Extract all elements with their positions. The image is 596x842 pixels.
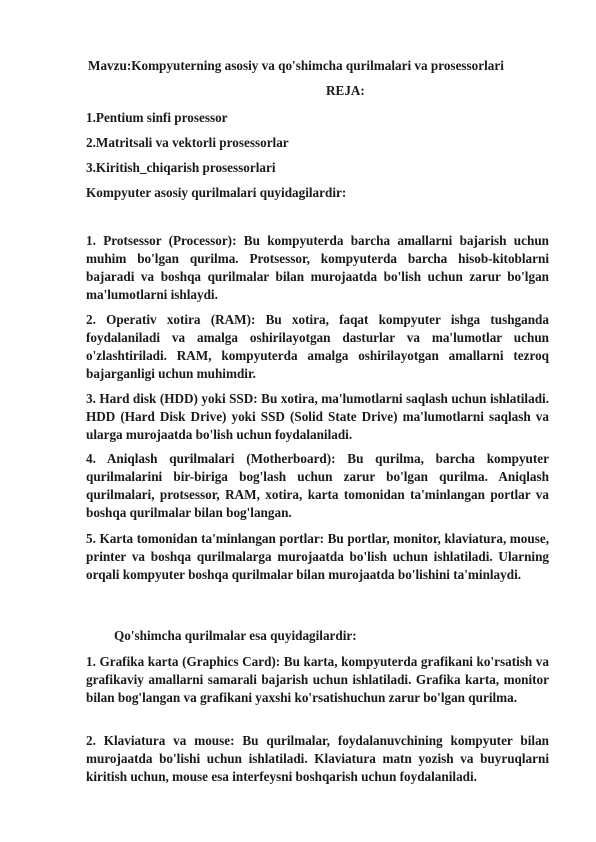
main-device-paragraph: 1. Protsessor (Processor): Bu kompyuterda barcha amallarni bajarish uchun muhim bo'lgan qurilma. Protsessor, kompyuterda barcha hisob-kitoblarni bajaradi va boshqa qurilmalar bilan murojaatda bo'lish uchun zarur bo'lgan ma'lumotlarni ishlaydi. xyxy=(86,233,549,303)
plan-item: 2.Matritsali va vektorli prosessorlar xyxy=(86,135,289,150)
main-device-paragraph: 3. Hard disk (HDD) yoki SSD: Bu xotira, ma'lumotlarni saqlash uchun ishlatiladi. HDD (Hard Disk Drive) yoki SSD (Solid State Drive) ma'lumotlarni saqlash va ularga murojaatda bo'lish uchun foydalaniladi. xyxy=(86,391,549,443)
additional-devices-intro: Qo'shimcha qurilmalar esa quyidagilardir: xyxy=(114,628,357,643)
additional-device-paragraph: 1. Grafika karta (Graphics Card): Bu karta, kompyuterda grafikani ko'rsatish va grafikaviy amallarni samarali bajarish uchun ishlatiladi. Grafika karta, monitor bilan bog'langan va grafikani yaxshi ko'rsatishuchun zarur bo'lgan qurilma. xyxy=(86,654,549,706)
document-title: Mavzu:Kompyuterning asosiy va qo'shimcha qurilmalari va prosessorlari xyxy=(88,58,504,73)
main-device-paragraph: 4. Aniqlash qurilmalari (Motherboard): Bu qurilma, barcha kompyuter qurilmalarini bir-biriga bog'lash uchun zarur bo'lgan qurilma. Aniqlash qurilmalari, protsessor, RAM, xotira, karta tomonidan ta'minlangan portlar va boshqa qurilmalar bilan bog'langan. xyxy=(86,451,549,521)
plan-item: 3.Kiritish_chiqarish prosessorlari xyxy=(86,160,276,175)
plan-heading: REJA: xyxy=(326,83,365,98)
main-device-paragraph: 2. Operativ xotira (RAM): Bu xotira, faqat kompyuter ishga tushganda foydalaniladi va amalga oshirilayotgan dasturlar va ma'lumotlar uchun o'zlashtiriladi. RAM, kompyuterda amalga oshirilayotgan amallarni tezroq bajarganligi uchun muhimdir. xyxy=(86,312,549,382)
main-devices-intro: Kompyuter asosiy qurilmalari quyidagilardir: xyxy=(86,185,347,200)
plan-item: 1.Pentium sinfi prosessor xyxy=(86,110,228,125)
main-device-paragraph: 5. Karta tomonidan ta'minlangan portlar: Bu portlar, monitor, klaviatura, mouse, printer va boshqa qurilmalarga murojaatda bo'lish uchun ishlatiladi. Ularning orqali kompyuter boshqa qurilmalar bilan murojaatda bo'lishini ta'minlaydi. xyxy=(86,531,549,583)
additional-device-paragraph: 2. Klaviatura va mouse: Bu qurilmalar, foydalanuvchining kompyuter bilan murojaatda bo'lishi uchun ishlatiladi. Klaviatura matn yozish va buyruqlarni kiritish uchun, mouse esa interfeysni boshqarish uchun foydalaniladi. xyxy=(86,733,549,785)
